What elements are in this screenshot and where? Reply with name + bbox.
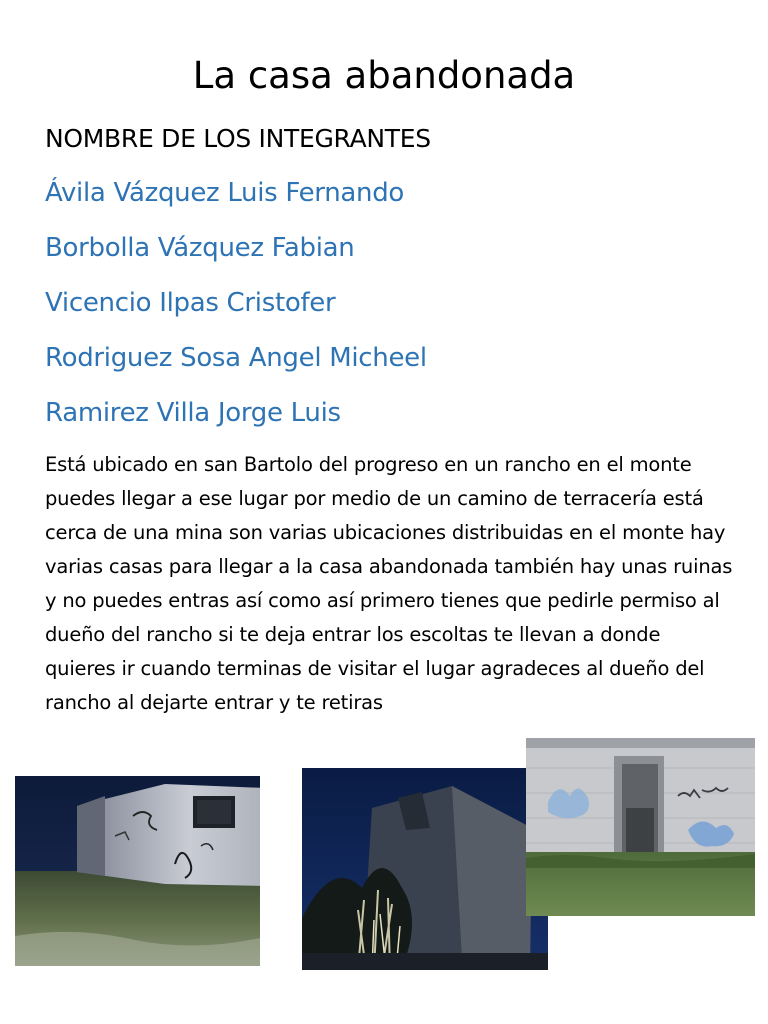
member-name: Ramirez Villa Jorge Luis	[45, 398, 341, 428]
house-exterior-image	[15, 776, 260, 966]
members-heading: NOMBRE DE LOS INTEGRANTES	[45, 124, 431, 153]
document-title: La casa abandonada	[192, 54, 576, 97]
ruins-night-image	[302, 768, 548, 970]
member-list	[45, 176, 427, 451]
description-paragraph: Está ubicado en san Bartolo del progreso en un rancho en el monte puedes llegar a ese lugar por medio de un camino de terracería está cerca de una mina son varias ubicaciones distribuidas en el monte hay varias casas para llegar a la casa abandonada también hay unas ruinas y no puedes entras así como así primero tienes que pedirle permiso al dueño del rancho si te deja entrar los escoltas te llevan a donde quieres ir cuando terminas de visitar el lugar agradeces al dueño del rancho al dejarte entrar y te retiras	[45, 453, 733, 714]
member-name: Ávila Vázquez Luis Fernando	[45, 178, 405, 208]
abandoned-house-photo-3	[526, 738, 755, 916]
member-name: Vicencio Ilpas Cristofer	[45, 288, 336, 318]
wall-graffiti-image	[526, 738, 755, 916]
member-name: Rodriguez Sosa Angel Micheel	[45, 343, 427, 373]
abandoned-house-photo-2	[302, 768, 548, 970]
abandoned-house-photo-1	[15, 776, 260, 966]
member-name: Borbolla Vázquez Fabian	[45, 233, 355, 263]
